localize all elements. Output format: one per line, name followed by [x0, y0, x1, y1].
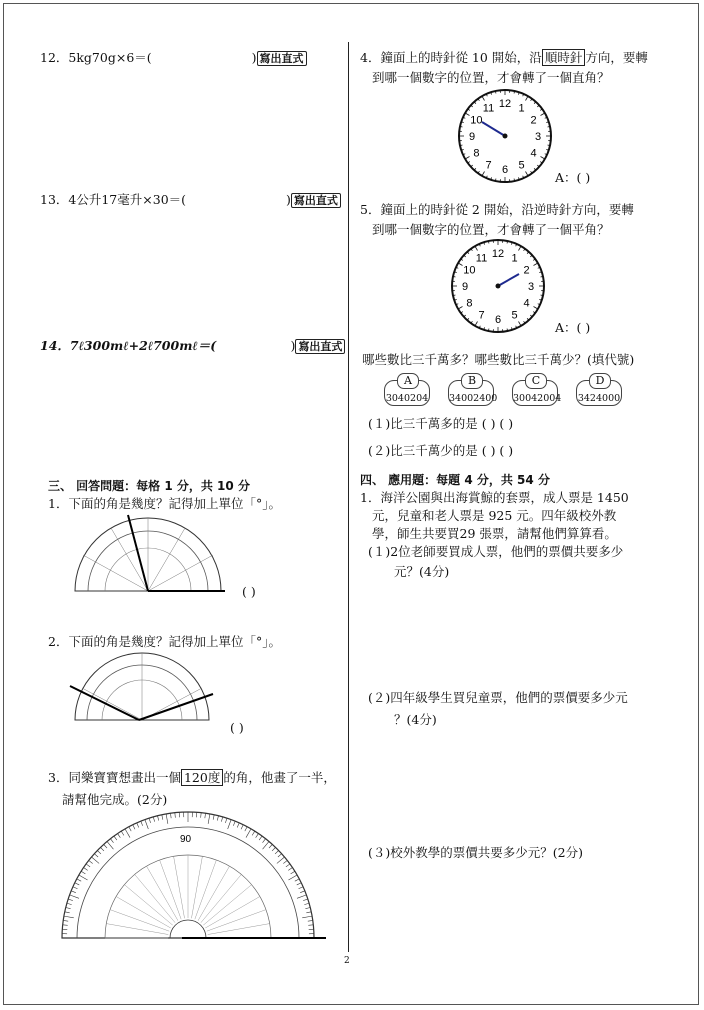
protractor-tick	[66, 908, 71, 909]
protractor-tick	[225, 818, 227, 823]
protractor-tick	[246, 829, 251, 838]
a1-sub3: (３)校外教學的票價共要多少元？(2分)	[368, 845, 583, 860]
q13-close: )	[286, 192, 291, 207]
protractor-tick	[68, 899, 73, 901]
clock-tick	[526, 172, 529, 176]
protractor-ray	[110, 910, 169, 932]
clock-tick	[482, 172, 485, 176]
clock-number: 10	[463, 264, 476, 277]
clock-number: 2	[530, 114, 537, 127]
protractor-tick	[79, 875, 88, 880]
clock-number: 3	[527, 281, 535, 293]
protractor-tick	[104, 844, 107, 848]
clock-tick	[465, 113, 469, 116]
clock-tick	[541, 295, 543, 296]
clock-tick	[507, 241, 508, 243]
p3-question-line1	[48, 770, 336, 786]
protractor-tick	[233, 821, 235, 826]
clock-tick	[548, 126, 550, 127]
a1-sub1-line2: 元？(4分)	[394, 564, 450, 579]
a1-sub1-line1: (１)2位老師要買成人票，他們的票價共要多少	[368, 544, 624, 559]
c4-boxed-direction: 順時針	[542, 49, 586, 66]
c5-line2: 到哪一個數字的位置，才會轉了一個平角？	[372, 222, 610, 237]
c4-answer: A：( )	[555, 170, 591, 185]
clock-number: 12	[498, 98, 512, 110]
protractor-ray	[160, 860, 182, 919]
question-14	[40, 338, 345, 354]
protractor-ray	[208, 924, 270, 935]
clock-tick	[495, 179, 496, 181]
q13-text: 13．4公升17毫升×30＝(	[40, 192, 187, 207]
protractor-tick	[170, 813, 171, 818]
protractor-tick	[63, 920, 68, 921]
protractor-tick	[91, 857, 99, 863]
protractor-ray	[174, 856, 185, 918]
protractor-tick	[67, 903, 72, 904]
compare-less: (２)比三千萬少的是 ( ) ( )	[368, 443, 514, 458]
protractor-tick	[70, 895, 79, 898]
clock-number: 6	[494, 314, 502, 326]
choice-option	[512, 374, 562, 406]
clock-tick	[534, 263, 538, 266]
section-4-title: 四、 應用題：每題 4 分，共 54 分	[360, 473, 550, 487]
protractor-tick	[245, 827, 247, 831]
a1-sub2-line1: (２)四年級學生買兒童票，他們的票價要多少元	[368, 690, 628, 705]
clock-number: 6	[501, 164, 509, 176]
clock-number: 10	[470, 114, 483, 127]
protractor-tick	[133, 825, 135, 829]
protractor-tick	[241, 825, 243, 829]
c5-line1: 5．鐘面上的時針從 2 開始，沿逆時針方向，要轉	[360, 202, 634, 217]
c4-line2: 到哪一個數字的位置，才會轉了一個直角？	[372, 70, 610, 85]
protractor-tick	[201, 813, 202, 818]
protractor-ray	[205, 897, 260, 929]
clock-tick	[548, 145, 550, 146]
protractor-tick	[81, 871, 85, 874]
clock-number: 2	[523, 264, 530, 277]
clock-tick	[475, 246, 478, 250]
clock-tick	[482, 96, 485, 100]
q14-tag: 寫出直式	[295, 339, 345, 354]
protractor-ray	[191, 856, 202, 918]
protractor-tick	[89, 860, 93, 863]
clock-tick	[488, 329, 489, 331]
clock-number: 8	[466, 297, 473, 310]
clock-tick	[541, 157, 545, 160]
protractor-tick	[84, 868, 88, 871]
choice-option	[384, 374, 430, 406]
protractor-tick	[286, 864, 290, 867]
protractor-tick	[304, 903, 309, 904]
c4-line1-b: 方向，要轉	[585, 50, 648, 65]
c5-answer: A：( )	[555, 320, 591, 335]
protractor-tick	[65, 912, 70, 913]
choice-value: 3040204	[385, 393, 429, 404]
a1-line3: 學，師生共要買29 張票，請幫他們算算看。	[372, 526, 617, 541]
protractor-ray	[116, 897, 171, 929]
protractor-tick	[288, 875, 297, 880]
p3-line1-b: 的角，他畫了一半，	[223, 770, 336, 785]
clock-tick	[458, 307, 462, 310]
clock-number: 1	[518, 102, 525, 115]
protractor-tick	[275, 850, 279, 853]
protractor-tick	[259, 836, 262, 840]
p3-question-line2: 請幫他完成。(2分)	[62, 792, 168, 807]
choice-option	[448, 374, 498, 406]
clock-tick	[488, 241, 489, 243]
protractor-tick	[77, 879, 81, 881]
clock-tick	[453, 276, 455, 277]
protractor-tick	[278, 854, 282, 857]
clock-number: 7	[478, 309, 485, 322]
protractor-tick	[302, 916, 312, 918]
protractor-tick	[297, 895, 306, 898]
question-13	[40, 192, 341, 208]
protractor-tick	[63, 925, 68, 926]
a1-line2: 元，兒童和老人票是 925 元。四年級校外教	[372, 508, 617, 523]
clock-tick	[541, 113, 545, 116]
clock-number: 5	[511, 309, 518, 322]
clock-tick	[495, 91, 496, 93]
q12-tag: 寫出直式	[257, 51, 307, 66]
clock-number: 12	[491, 248, 505, 260]
choice-value: 3424000	[577, 393, 621, 404]
protractor-tick	[217, 816, 218, 821]
protractor-tick	[64, 916, 74, 918]
q14-close: )	[290, 338, 296, 353]
compare-question: 哪些數比三千萬多？哪些數比三千萬少？(填代號)	[362, 352, 635, 367]
p1-answer: ( )	[242, 584, 256, 599]
protractor-tick	[269, 844, 272, 848]
protractor-tick	[125, 829, 130, 838]
protractor-tick	[121, 831, 124, 835]
protractor-tick	[213, 815, 214, 820]
protractor-tick	[303, 899, 308, 901]
p3-line1-a: 3．同樂寶寶想畫出一個	[48, 770, 181, 785]
compare-more: (１)比三千萬多的是 ( ) ( )	[368, 416, 514, 431]
protractor-tick	[86, 864, 90, 867]
protractor-tick	[100, 847, 103, 851]
protractor-tick	[149, 818, 151, 823]
protractor-ray	[195, 860, 217, 919]
protractor-3	[50, 810, 340, 945]
clock-tick	[458, 263, 462, 266]
protractor-ray	[106, 924, 168, 935]
q12-text: 12．5kg70g×6＝(	[40, 50, 152, 65]
clock-number: 9	[468, 131, 476, 143]
q13-tag: 寫出直式	[291, 193, 341, 208]
protractor-tick	[107, 841, 113, 849]
protractor-tick	[283, 860, 287, 863]
protractor-ray	[198, 866, 230, 921]
p2-question: 2．下面的角是幾度？記得加上單位「°」。	[48, 634, 281, 649]
protractor-tick	[288, 868, 292, 871]
protractor-tick	[145, 820, 148, 829]
protractor-tick	[114, 836, 117, 840]
clock-tick	[534, 307, 538, 310]
clock-tick	[526, 96, 529, 100]
protractor-ray	[207, 910, 266, 932]
protractor-tick	[129, 827, 131, 831]
protractor-1	[70, 515, 230, 600]
clock-number: 4	[530, 147, 537, 160]
protractor-tick	[166, 814, 168, 824]
clock-number: 9	[461, 281, 469, 293]
choice-value: 34002400	[449, 393, 498, 404]
protractor-90-label: 90	[180, 834, 192, 845]
protractor-tick	[306, 912, 311, 913]
section-3-title: 三、 回答問題：每格 1 分，共 10 分	[48, 479, 250, 493]
clock-tick	[507, 329, 508, 331]
protractor-tick	[228, 820, 231, 829]
protractor-tick	[221, 817, 222, 822]
protractor-tick	[252, 831, 255, 835]
protractor-tick	[110, 839, 113, 843]
protractor-tick	[291, 871, 295, 874]
choice-option	[576, 374, 622, 406]
protractor-tick	[295, 879, 299, 881]
p1-question: 1．下面的角是幾度？記得加上單位「°」。	[48, 496, 281, 511]
protractor-tick	[141, 821, 143, 826]
clock-number: 3	[534, 131, 542, 143]
protractor-tick	[262, 839, 265, 843]
clock-tick	[453, 295, 455, 296]
clock-number: 7	[485, 159, 492, 172]
choice-value: 30042004	[513, 393, 562, 404]
clock-tick	[541, 276, 543, 277]
clock-tick	[519, 246, 522, 250]
protractor-tick	[308, 925, 313, 926]
p3-boxed-angle: 120度	[181, 769, 223, 786]
protractor-tick	[73, 887, 78, 889]
page-number: 2	[344, 956, 350, 966]
choice-label: D	[589, 373, 611, 389]
clock-number: 8	[473, 147, 480, 160]
protractor-tick	[118, 834, 121, 838]
clock-tick	[514, 91, 515, 93]
protractor-tick	[308, 920, 313, 921]
protractor-tick	[305, 908, 310, 909]
clock-tick	[465, 157, 469, 160]
clock-number: 4	[523, 297, 530, 310]
protractor-ray	[147, 866, 179, 921]
protractor-tick	[153, 817, 154, 822]
clock-number: 1	[511, 252, 518, 265]
clock-tick	[514, 179, 515, 181]
question-12	[40, 50, 307, 66]
protractor-tick	[97, 850, 101, 853]
protractor-tick	[162, 815, 163, 820]
protractor-tick	[75, 883, 79, 885]
column-divider	[348, 42, 349, 952]
c4-line1	[360, 50, 648, 66]
protractor-tick	[297, 883, 301, 885]
q12-close: )	[251, 50, 257, 65]
protractor-tick	[71, 891, 76, 893]
clock-2	[448, 236, 548, 336]
q14-text: 14．7ℓ300mℓ+2ℓ700mℓ＝(	[40, 338, 217, 353]
protractor-tick	[94, 854, 98, 857]
clock-tick	[460, 126, 462, 127]
protractor-tick	[205, 813, 206, 818]
protractor-tick	[237, 823, 239, 828]
choice-label: C	[525, 373, 547, 389]
clock-tick	[460, 145, 462, 146]
c4-line1-a: 4．鐘面上的時針從 10 開始，沿	[360, 50, 542, 65]
a1-sub2-line2: ？(4分)	[394, 712, 437, 727]
choice-label: A	[397, 373, 419, 389]
protractor-tick	[263, 841, 269, 849]
p2-answer: ( )	[230, 720, 244, 735]
clock-number: 5	[518, 159, 525, 172]
protractor-tick	[299, 887, 304, 889]
clock-number: 11	[475, 252, 488, 265]
clock-1	[455, 86, 555, 186]
protractor-tick	[208, 814, 210, 824]
protractor-tick	[158, 816, 159, 821]
choice-label: B	[461, 373, 483, 389]
clock-tick	[519, 322, 522, 326]
protractor-tick	[175, 813, 176, 818]
clock-number: 11	[482, 102, 495, 115]
clock-tick	[475, 322, 478, 326]
protractor-tick	[137, 823, 139, 828]
a1-line1: 1．海洋公園與出海賞鯨的套票，成人票是 1450	[360, 490, 629, 505]
protractor-tick	[300, 891, 305, 893]
protractor-2	[70, 650, 220, 725]
protractor-tick	[277, 857, 285, 863]
protractor-tick	[272, 847, 275, 851]
protractor-tick	[256, 834, 259, 838]
